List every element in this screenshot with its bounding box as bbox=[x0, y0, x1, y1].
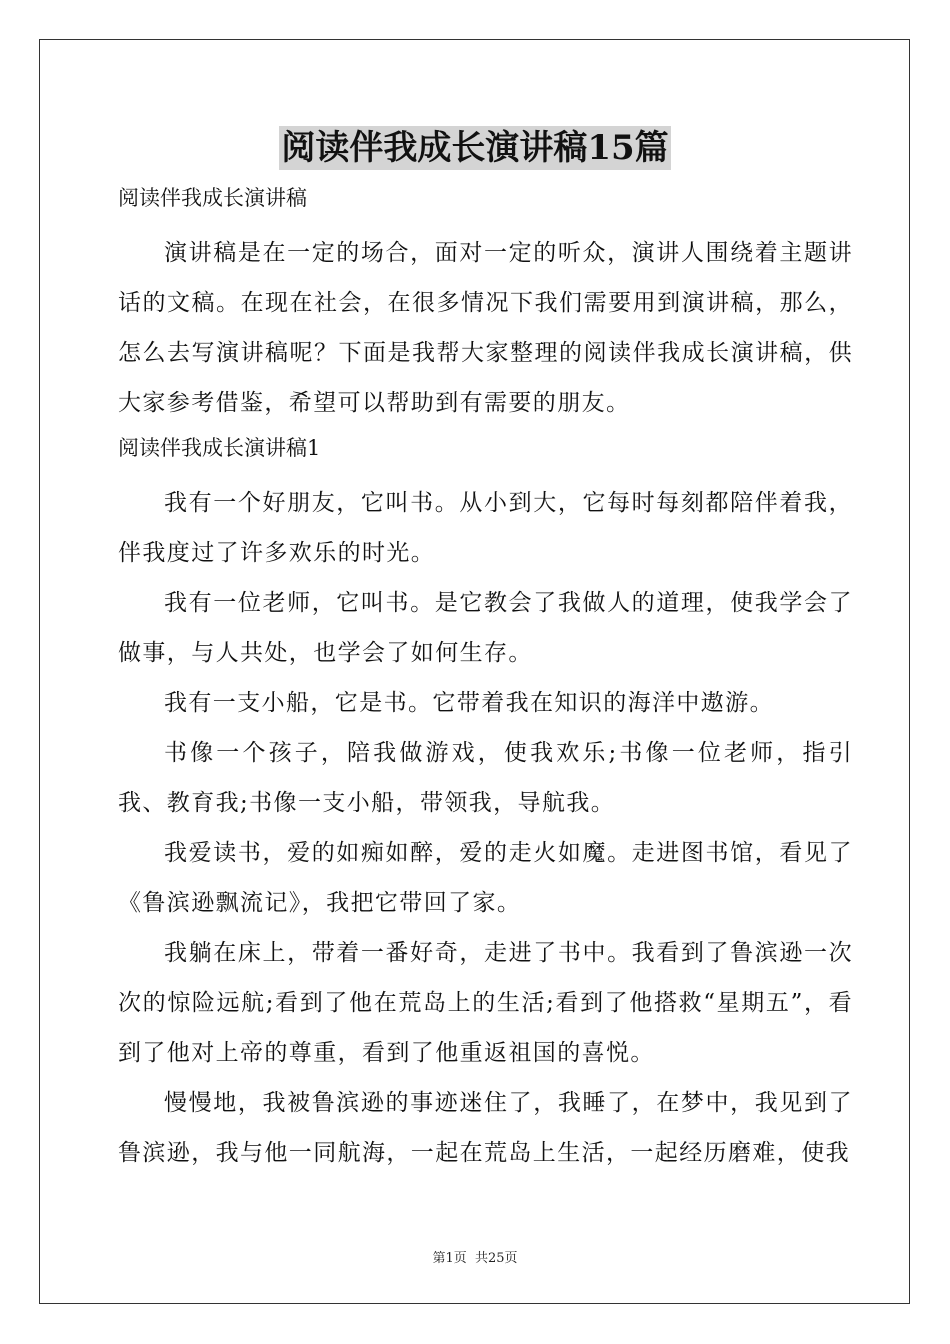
title-container bbox=[0, 126, 950, 170]
body-paragraph: 我爱读书，爱的如痴如醉，爱的走火如魔。走进图书馆，看见了《鲁滨逊飘流记》，我把它带回了家。 bbox=[118, 840, 853, 916]
page-number: 第1页 bbox=[432, 1251, 467, 1266]
body-paragraph: 我有一支小船，它是书。它带着我在知识的海洋中遨游。 bbox=[164, 690, 774, 716]
document-title: 阅读伴我成长演讲稿15篇 bbox=[281, 128, 669, 168]
page-footer bbox=[0, 1247, 950, 1266]
body-paragraph: 我有一个好朋友，它叫书。从小到大，它每时每刻都陪伴着我，伴我度过了许多欢乐的时光。 bbox=[118, 490, 853, 566]
body-paragraph: 我躺在床上，带着一番好奇，走进了书中。我看到了鲁滨逊一次次的惊险远航;看到了他在荒岛上的生活;看到了他搭救“星期五”，看到了他对上帝的尊重，看到了他重返祖国的喜悦。 bbox=[118, 940, 853, 1066]
body-paragraph: 书像一个孩子，陪我做游戏，使我欢乐;书像一位老师，指引我、教育我;书像一支小船，带领我，导航我。 bbox=[118, 740, 853, 816]
section-heading-intro: 阅读伴我成长演讲稿 bbox=[118, 186, 307, 210]
intro-paragraph: 演讲稿是在一定的场合，面对一定的听众，演讲人围绕着主题讲话的文稿。在现在社会，在很多情况下我们需要用到演讲稿，那么，怎么去写演讲稿呢？下面是我帮大家整理的阅读伴我成长演讲稿，供大家参考借鉴，希望可以帮助到有需要的朋友。 bbox=[118, 240, 853, 416]
body-paragraph: 我有一位老师，它叫书。是它教会了我做人的道理，使我学会了做事，与人共处，也学会了如何生存。 bbox=[118, 590, 853, 666]
page-total: 共25页 bbox=[474, 1251, 518, 1266]
body-paragraph: 慢慢地，我被鲁滨逊的事迹迷住了，我睡了，在梦中，我见到了鲁滨逊，我与他一同航海，一起在荒岛上生活，一起经历磨难，使我 bbox=[118, 1090, 853, 1166]
section-heading-1: 阅读伴我成长演讲稿1 bbox=[118, 436, 321, 460]
document-body bbox=[118, 178, 853, 1178]
